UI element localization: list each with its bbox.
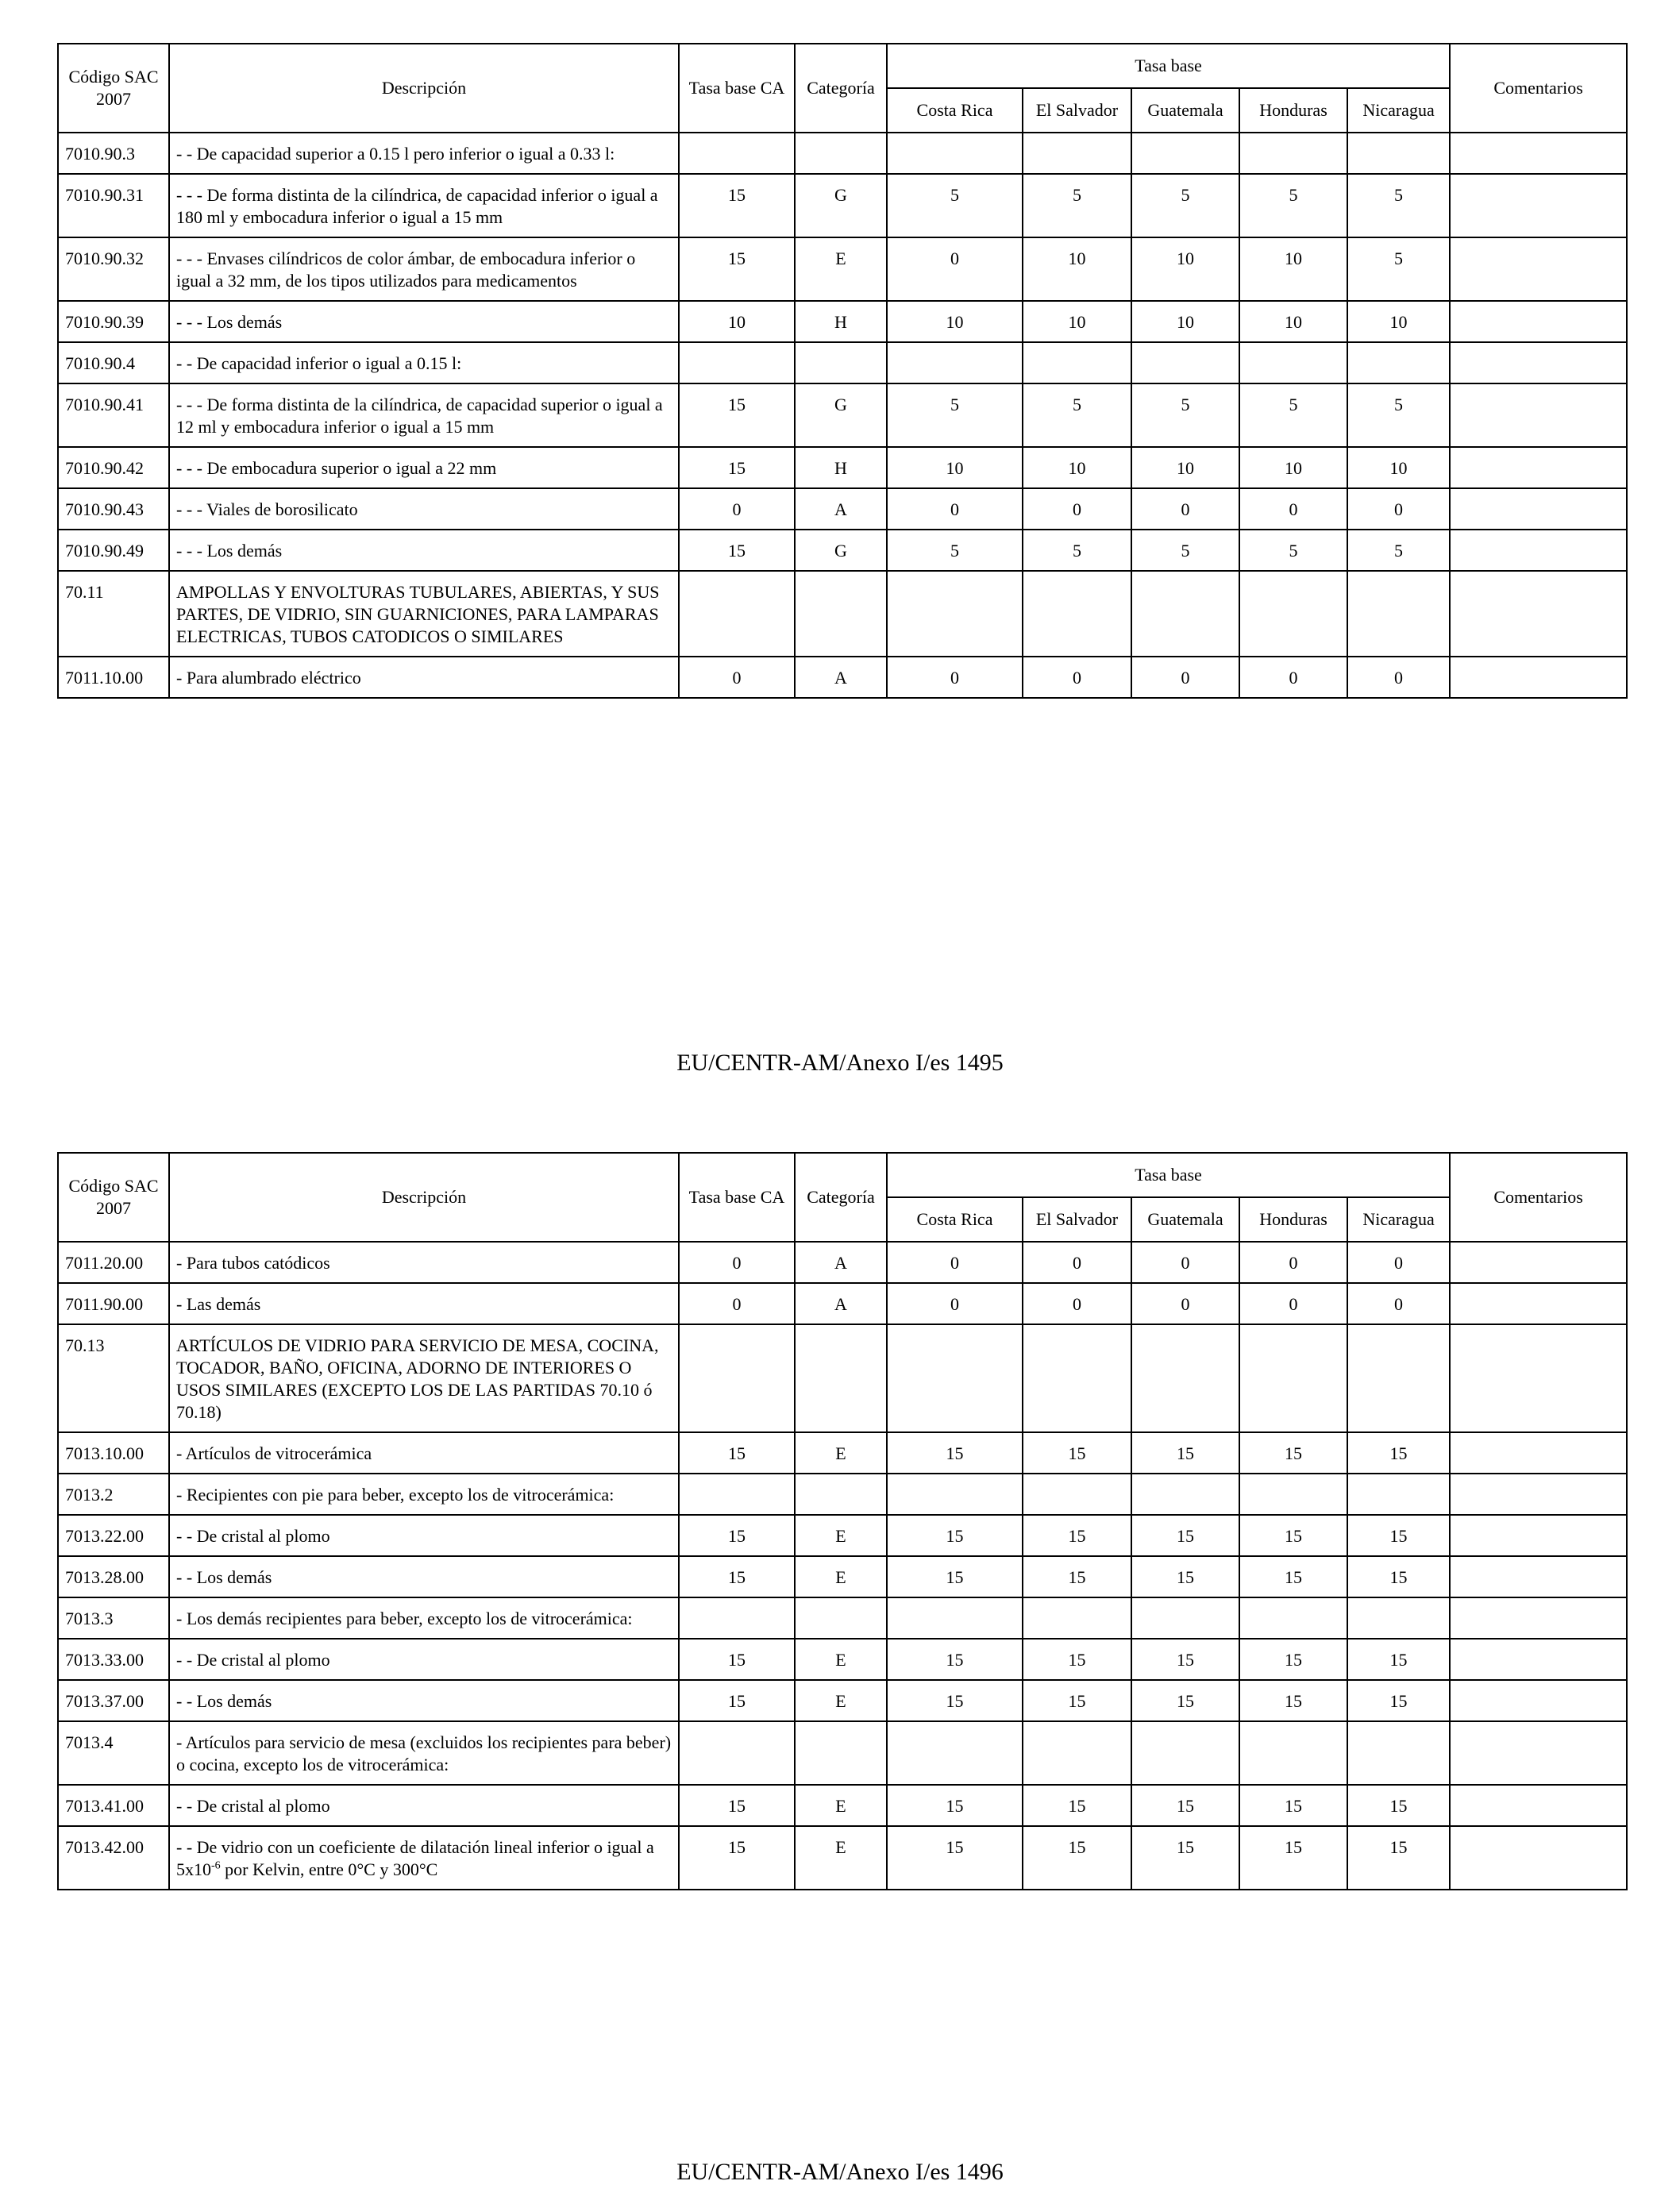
cell-comments xyxy=(1450,488,1627,530)
cell-base-rate-ca: 15 xyxy=(679,1826,795,1890)
cell-category: E xyxy=(795,1785,887,1826)
cell-el-salvador xyxy=(1023,1721,1131,1785)
cell-el-salvador xyxy=(1023,1597,1131,1639)
cell-comments xyxy=(1450,447,1627,488)
cell-code: 7010.90.41 xyxy=(58,383,169,447)
table-row xyxy=(58,1639,1627,1680)
cell-base-rate-ca: 0 xyxy=(679,657,795,698)
cell-comments xyxy=(1450,1432,1627,1474)
table-row xyxy=(58,530,1627,571)
cell-comments xyxy=(1450,1785,1627,1826)
cell-description: - - - De forma distinta de la cilíndrica, de capacidad superior o igual a 12 ml y embocadura inferior o igual a 15 mm xyxy=(169,383,679,447)
cell-guatemala: 15 xyxy=(1131,1785,1239,1826)
cell-code: 7010.90.42 xyxy=(58,447,169,488)
cell-code: 7013.41.00 xyxy=(58,1785,169,1826)
header-description: Descripción xyxy=(169,1153,679,1242)
cell-honduras: 0 xyxy=(1239,657,1347,698)
table-row xyxy=(58,1474,1627,1515)
cell-base-rate-ca: 15 xyxy=(679,1432,795,1474)
cell-base-rate-ca: 0 xyxy=(679,488,795,530)
cell-honduras xyxy=(1239,571,1347,657)
cell-code: 7013.4 xyxy=(58,1721,169,1785)
cell-guatemala xyxy=(1131,133,1239,174)
cell-honduras: 15 xyxy=(1239,1785,1347,1826)
cell-description: - Recipientes con pie para beber, excepto los de vitrocerámica: xyxy=(169,1474,679,1515)
table-row xyxy=(58,237,1627,301)
cell-guatemala: 5 xyxy=(1131,530,1239,571)
cell-category xyxy=(795,342,887,383)
cell-el-salvador: 15 xyxy=(1023,1639,1131,1680)
header-base-rate-ca: Tasa base CA xyxy=(679,1153,795,1242)
cell-honduras: 10 xyxy=(1239,301,1347,342)
cell-costa-rica xyxy=(887,1474,1023,1515)
cell-nicaragua xyxy=(1347,1597,1450,1639)
cell-base-rate-ca: 0 xyxy=(679,1242,795,1283)
cell-el-salvador: 10 xyxy=(1023,237,1131,301)
table-row xyxy=(58,488,1627,530)
cell-code: 7013.10.00 xyxy=(58,1432,169,1474)
cell-category xyxy=(795,1474,887,1515)
cell-description: - - - Los demás xyxy=(169,301,679,342)
tariff-table-page-2 xyxy=(57,1152,1628,1890)
cell-description: - Artículos de vitrocerámica xyxy=(169,1432,679,1474)
cell-category: A xyxy=(795,1242,887,1283)
cell-nicaragua: 5 xyxy=(1347,530,1450,571)
cell-nicaragua: 10 xyxy=(1347,301,1450,342)
cell-el-salvador: 15 xyxy=(1023,1515,1131,1556)
cell-costa-rica: 0 xyxy=(887,237,1023,301)
cell-category: E xyxy=(795,1556,887,1597)
header-country-el-salvador: El Salvador xyxy=(1023,88,1131,133)
header-category: Categoría xyxy=(795,1153,887,1242)
cell-base-rate-ca xyxy=(679,1721,795,1785)
cell-honduras: 15 xyxy=(1239,1515,1347,1556)
cell-category xyxy=(795,1721,887,1785)
cell-costa-rica: 0 xyxy=(887,488,1023,530)
cell-costa-rica: 15 xyxy=(887,1639,1023,1680)
cell-category: E xyxy=(795,1680,887,1721)
cell-honduras: 15 xyxy=(1239,1639,1347,1680)
cell-code: 7011.20.00 xyxy=(58,1242,169,1283)
cell-description: - - De cristal al plomo xyxy=(169,1639,679,1680)
cell-guatemala: 10 xyxy=(1131,301,1239,342)
header-code: Código SAC 2007 xyxy=(58,44,169,133)
cell-comments xyxy=(1450,1474,1627,1515)
cell-costa-rica xyxy=(887,342,1023,383)
cell-code: 7013.22.00 xyxy=(58,1515,169,1556)
cell-nicaragua: 15 xyxy=(1347,1680,1450,1721)
cell-base-rate-ca: 15 xyxy=(679,447,795,488)
cell-honduras xyxy=(1239,342,1347,383)
cell-honduras: 0 xyxy=(1239,1283,1347,1324)
cell-costa-rica: 15 xyxy=(887,1826,1023,1890)
cell-costa-rica xyxy=(887,571,1023,657)
cell-code: 7013.28.00 xyxy=(58,1556,169,1597)
cell-code: 7010.90.31 xyxy=(58,174,169,237)
cell-el-salvador: 10 xyxy=(1023,301,1131,342)
header-category: Categoría xyxy=(795,44,887,133)
cell-code: 7010.90.32 xyxy=(58,237,169,301)
cell-category xyxy=(795,1597,887,1639)
page-footer-2: EU/CENTR-AM/Anexo I/es 1496 xyxy=(676,2159,1004,2185)
cell-base-rate-ca: 15 xyxy=(679,1556,795,1597)
cell-code: 7010.90.39 xyxy=(58,301,169,342)
cell-category: A xyxy=(795,1283,887,1324)
cell-category xyxy=(795,1324,887,1432)
cell-guatemala: 5 xyxy=(1131,174,1239,237)
header-country-el-salvador: El Salvador xyxy=(1023,1197,1131,1242)
cell-category: H xyxy=(795,447,887,488)
cell-guatemala: 15 xyxy=(1131,1826,1239,1890)
cell-honduras: 5 xyxy=(1239,530,1347,571)
cell-nicaragua xyxy=(1347,571,1450,657)
cell-honduras: 0 xyxy=(1239,488,1347,530)
cell-el-salvador: 0 xyxy=(1023,657,1131,698)
cell-guatemala: 15 xyxy=(1131,1432,1239,1474)
cell-code: 7013.37.00 xyxy=(58,1680,169,1721)
table-row xyxy=(58,1680,1627,1721)
table-body-page-1 xyxy=(58,133,1627,698)
cell-el-salvador: 5 xyxy=(1023,174,1131,237)
cell-guatemala xyxy=(1131,1324,1239,1432)
cell-base-rate-ca: 15 xyxy=(679,1785,795,1826)
header-country-nicaragua: Nicaragua xyxy=(1347,1197,1450,1242)
cell-base-rate-ca: 15 xyxy=(679,530,795,571)
cell-description: - - De cristal al plomo xyxy=(169,1785,679,1826)
cell-guatemala: 0 xyxy=(1131,488,1239,530)
cell-category: E xyxy=(795,1639,887,1680)
cell-costa-rica: 10 xyxy=(887,301,1023,342)
cell-costa-rica: 15 xyxy=(887,1556,1023,1597)
table-row xyxy=(58,383,1627,447)
cell-description: - Las demás xyxy=(169,1283,679,1324)
cell-base-rate-ca: 10 xyxy=(679,301,795,342)
cell-guatemala xyxy=(1131,1721,1239,1785)
cell-comments xyxy=(1450,1680,1627,1721)
cell-description: AMPOLLAS Y ENVOLTURAS TUBULARES, ABIERTAS, Y SUS PARTES, DE VIDRIO, SIN GUARNICIONES, PARA LAMPARAS ELECTRICAS, TUBOS CATODICOS O SIMILARES xyxy=(169,571,679,657)
cell-honduras: 15 xyxy=(1239,1432,1347,1474)
cell-description: - - De capacidad superior a 0.15 l pero inferior o igual a 0.33 l: xyxy=(169,133,679,174)
cell-nicaragua xyxy=(1347,1324,1450,1432)
cell-code: 7011.10.00 xyxy=(58,657,169,698)
cell-base-rate-ca xyxy=(679,571,795,657)
cell-costa-rica xyxy=(887,1597,1023,1639)
cell-description: - - - Envases cilíndricos de color ámbar, de embocadura inferior o igual a 32 mm, de los tipos utilizados para medicamentos xyxy=(169,237,679,301)
table-row xyxy=(58,1721,1627,1785)
cell-code: 7013.3 xyxy=(58,1597,169,1639)
cell-base-rate-ca: 15 xyxy=(679,1680,795,1721)
cell-code: 7011.90.00 xyxy=(58,1283,169,1324)
header-country-nicaragua: Nicaragua xyxy=(1347,88,1450,133)
cell-nicaragua: 0 xyxy=(1347,488,1450,530)
cell-nicaragua: 0 xyxy=(1347,1283,1450,1324)
cell-nicaragua xyxy=(1347,1474,1450,1515)
cell-guatemala: 15 xyxy=(1131,1680,1239,1721)
cell-el-salvador xyxy=(1023,571,1131,657)
header-country-costa-rica: Costa Rica xyxy=(887,88,1023,133)
cell-comments xyxy=(1450,383,1627,447)
cell-description: - Los demás recipientes para beber, excepto los de vitrocerámica: xyxy=(169,1597,679,1639)
cell-costa-rica: 15 xyxy=(887,1680,1023,1721)
cell-category: G xyxy=(795,383,887,447)
cell-base-rate-ca xyxy=(679,342,795,383)
cell-comments xyxy=(1450,1242,1627,1283)
cell-category: E xyxy=(795,237,887,301)
cell-category: G xyxy=(795,530,887,571)
cell-honduras: 15 xyxy=(1239,1826,1347,1890)
cell-category: E xyxy=(795,1515,887,1556)
cell-guatemala: 0 xyxy=(1131,1283,1239,1324)
cell-code: 7013.42.00 xyxy=(58,1826,169,1890)
cell-guatemala: 5 xyxy=(1131,383,1239,447)
table-row xyxy=(58,1432,1627,1474)
header-code: Código SAC 2007 xyxy=(58,1153,169,1242)
cell-nicaragua: 15 xyxy=(1347,1639,1450,1680)
cell-nicaragua: 15 xyxy=(1347,1826,1450,1890)
cell-comments xyxy=(1450,301,1627,342)
header-country-costa-rica: Costa Rica xyxy=(887,1197,1023,1242)
table-row xyxy=(58,1242,1627,1283)
cell-el-salvador: 5 xyxy=(1023,530,1131,571)
header-base-rate: Tasa base xyxy=(887,1153,1450,1197)
cell-nicaragua: 15 xyxy=(1347,1432,1450,1474)
cell-description xyxy=(169,1826,679,1890)
cell-nicaragua: 5 xyxy=(1347,237,1450,301)
table-row xyxy=(58,133,1627,174)
cell-honduras: 15 xyxy=(1239,1556,1347,1597)
table-row xyxy=(58,1515,1627,1556)
table-row xyxy=(58,1324,1627,1432)
cell-el-salvador xyxy=(1023,342,1131,383)
cell-description: - Para alumbrado eléctrico xyxy=(169,657,679,698)
cell-description: - Para tubos catódicos xyxy=(169,1242,679,1283)
cell-category xyxy=(795,571,887,657)
cell-code: 7010.90.49 xyxy=(58,530,169,571)
cell-nicaragua: 5 xyxy=(1347,174,1450,237)
cell-description: - - De capacidad inferior o igual a 0.15 l: xyxy=(169,342,679,383)
cell-base-rate-ca: 0 xyxy=(679,1283,795,1324)
cell-description: - - De cristal al plomo xyxy=(169,1515,679,1556)
cell-el-salvador xyxy=(1023,1324,1131,1432)
cell-costa-rica xyxy=(887,133,1023,174)
cell-base-rate-ca: 15 xyxy=(679,237,795,301)
header-country-guatemala: Guatemala xyxy=(1131,88,1239,133)
description-superscript: -6 xyxy=(211,1859,221,1872)
cell-guatemala xyxy=(1131,1474,1239,1515)
cell-nicaragua: 0 xyxy=(1347,657,1450,698)
cell-comments xyxy=(1450,237,1627,301)
cell-nicaragua: 15 xyxy=(1347,1785,1450,1826)
cell-guatemala: 15 xyxy=(1131,1639,1239,1680)
cell-description: ARTÍCULOS DE VIDRIO PARA SERVICIO DE MESA, COCINA, TOCADOR, BAÑO, OFICINA, ADORNO DE INTERIORES O USOS SIMILARES (EXCEPTO LOS DE LAS PARTIDAS 70.10 ó 70.18) xyxy=(169,1324,679,1432)
cell-nicaragua: 0 xyxy=(1347,1242,1450,1283)
cell-costa-rica: 0 xyxy=(887,657,1023,698)
cell-nicaragua: 5 xyxy=(1347,383,1450,447)
cell-el-salvador: 0 xyxy=(1023,488,1131,530)
table-body-page-2 xyxy=(58,1242,1627,1890)
cell-guatemala: 0 xyxy=(1131,657,1239,698)
cell-code: 7010.90.3 xyxy=(58,133,169,174)
cell-el-salvador: 0 xyxy=(1023,1242,1131,1283)
table-row xyxy=(58,447,1627,488)
page-footer-1: EU/CENTR-AM/Anexo I/es 1495 xyxy=(676,1050,1004,1076)
cell-costa-rica: 0 xyxy=(887,1283,1023,1324)
cell-nicaragua xyxy=(1347,1721,1450,1785)
cell-el-salvador: 15 xyxy=(1023,1556,1131,1597)
header-country-guatemala: Guatemala xyxy=(1131,1197,1239,1242)
cell-comments xyxy=(1450,1515,1627,1556)
cell-costa-rica: 10 xyxy=(887,447,1023,488)
cell-code: 7010.90.4 xyxy=(58,342,169,383)
header-base-rate: Tasa base xyxy=(887,44,1450,88)
cell-category: E xyxy=(795,1826,887,1890)
cell-guatemala xyxy=(1131,1597,1239,1639)
cell-category: A xyxy=(795,488,887,530)
cell-category: E xyxy=(795,1432,887,1474)
cell-comments xyxy=(1450,342,1627,383)
cell-description: - - Los demás xyxy=(169,1680,679,1721)
cell-base-rate-ca xyxy=(679,133,795,174)
description-text: - - De vidrio con un coeficiente de dilatación lineal inferior o igual a 5x10 xyxy=(176,1837,654,1879)
cell-guatemala xyxy=(1131,342,1239,383)
cell-comments xyxy=(1450,657,1627,698)
cell-nicaragua xyxy=(1347,133,1450,174)
cell-comments xyxy=(1450,174,1627,237)
header-country-honduras: Honduras xyxy=(1239,1197,1347,1242)
cell-guatemala xyxy=(1131,571,1239,657)
cell-description: - Artículos para servicio de mesa (excluidos los recipientes para beber) o cocina, excepto los de vitrocerámica: xyxy=(169,1721,679,1785)
table-row xyxy=(58,657,1627,698)
cell-base-rate-ca xyxy=(679,1474,795,1515)
cell-base-rate-ca xyxy=(679,1324,795,1432)
cell-guatemala: 15 xyxy=(1131,1515,1239,1556)
cell-description: - - - Los demás xyxy=(169,530,679,571)
cell-el-salvador: 15 xyxy=(1023,1680,1131,1721)
cell-honduras: 10 xyxy=(1239,447,1347,488)
cell-base-rate-ca: 15 xyxy=(679,383,795,447)
cell-honduras: 15 xyxy=(1239,1680,1347,1721)
cell-code: 70.13 xyxy=(58,1324,169,1432)
cell-base-rate-ca: 15 xyxy=(679,174,795,237)
cell-code: 70.11 xyxy=(58,571,169,657)
cell-costa-rica: 15 xyxy=(887,1432,1023,1474)
cell-description: - - - De embocadura superior o igual a 22 mm xyxy=(169,447,679,488)
header-comments: Comentarios xyxy=(1450,44,1627,133)
header-base-rate-ca: Tasa base CA xyxy=(679,44,795,133)
cell-costa-rica: 5 xyxy=(887,383,1023,447)
cell-honduras: 10 xyxy=(1239,237,1347,301)
cell-honduras xyxy=(1239,1474,1347,1515)
cell-nicaragua: 15 xyxy=(1347,1556,1450,1597)
cell-honduras: 5 xyxy=(1239,383,1347,447)
cell-category: G xyxy=(795,174,887,237)
cell-category: A xyxy=(795,657,887,698)
cell-honduras xyxy=(1239,1324,1347,1432)
cell-el-salvador: 10 xyxy=(1023,447,1131,488)
cell-description: - - - Viales de borosilicato xyxy=(169,488,679,530)
cell-comments xyxy=(1450,1639,1627,1680)
cell-comments xyxy=(1450,571,1627,657)
cell-base-rate-ca: 15 xyxy=(679,1515,795,1556)
cell-honduras xyxy=(1239,1597,1347,1639)
cell-description: - - Los demás xyxy=(169,1556,679,1597)
cell-el-salvador: 15 xyxy=(1023,1826,1131,1890)
cell-base-rate-ca xyxy=(679,1597,795,1639)
cell-costa-rica: 5 xyxy=(887,174,1023,237)
cell-costa-rica xyxy=(887,1324,1023,1432)
cell-costa-rica: 5 xyxy=(887,530,1023,571)
cell-el-salvador xyxy=(1023,1474,1131,1515)
cell-guatemala: 10 xyxy=(1131,447,1239,488)
cell-code: 7013.33.00 xyxy=(58,1639,169,1680)
cell-honduras xyxy=(1239,1721,1347,1785)
tariff-table-page-1 xyxy=(57,43,1628,699)
cell-honduras: 0 xyxy=(1239,1242,1347,1283)
cell-el-salvador: 0 xyxy=(1023,1283,1131,1324)
cell-comments xyxy=(1450,1283,1627,1324)
cell-code: 7013.2 xyxy=(58,1474,169,1515)
table-row xyxy=(58,1283,1627,1324)
table-row xyxy=(58,1826,1627,1890)
cell-comments xyxy=(1450,1324,1627,1432)
cell-el-salvador: 15 xyxy=(1023,1785,1131,1826)
header-comments: Comentarios xyxy=(1450,1153,1627,1242)
header-description: Descripción xyxy=(169,44,679,133)
cell-base-rate-ca: 15 xyxy=(679,1639,795,1680)
cell-el-salvador xyxy=(1023,133,1131,174)
cell-comments xyxy=(1450,133,1627,174)
cell-comments xyxy=(1450,530,1627,571)
table-row xyxy=(58,342,1627,383)
cell-code: 7010.90.43 xyxy=(58,488,169,530)
table-row xyxy=(58,1785,1627,1826)
cell-description: - - - De forma distinta de la cilíndrica, de capacidad inferior o igual a 180 ml y embocadura inferior o igual a 15 mm xyxy=(169,174,679,237)
cell-honduras: 5 xyxy=(1239,174,1347,237)
table-row xyxy=(58,571,1627,657)
cell-costa-rica: 0 xyxy=(887,1242,1023,1283)
header-country-honduras: Honduras xyxy=(1239,88,1347,133)
cell-comments xyxy=(1450,1826,1627,1890)
description-text-continued: por Kelvin, entre 0°C y 300°C xyxy=(220,1859,438,1879)
cell-guatemala: 15 xyxy=(1131,1556,1239,1597)
cell-guatemala: 0 xyxy=(1131,1242,1239,1283)
cell-costa-rica xyxy=(887,1721,1023,1785)
cell-costa-rica: 15 xyxy=(887,1515,1023,1556)
cell-honduras xyxy=(1239,133,1347,174)
table-row xyxy=(58,1597,1627,1639)
cell-category xyxy=(795,133,887,174)
cell-nicaragua: 10 xyxy=(1347,447,1450,488)
cell-nicaragua xyxy=(1347,342,1450,383)
cell-el-salvador: 5 xyxy=(1023,383,1131,447)
table-row xyxy=(58,174,1627,237)
cell-comments xyxy=(1450,1597,1627,1639)
cell-nicaragua: 15 xyxy=(1347,1515,1450,1556)
table-row xyxy=(58,301,1627,342)
table-row xyxy=(58,1556,1627,1597)
cell-category: H xyxy=(795,301,887,342)
cell-el-salvador: 15 xyxy=(1023,1432,1131,1474)
cell-costa-rica: 15 xyxy=(887,1785,1023,1826)
cell-comments xyxy=(1450,1556,1627,1597)
cell-guatemala: 10 xyxy=(1131,237,1239,301)
cell-comments xyxy=(1450,1721,1627,1785)
